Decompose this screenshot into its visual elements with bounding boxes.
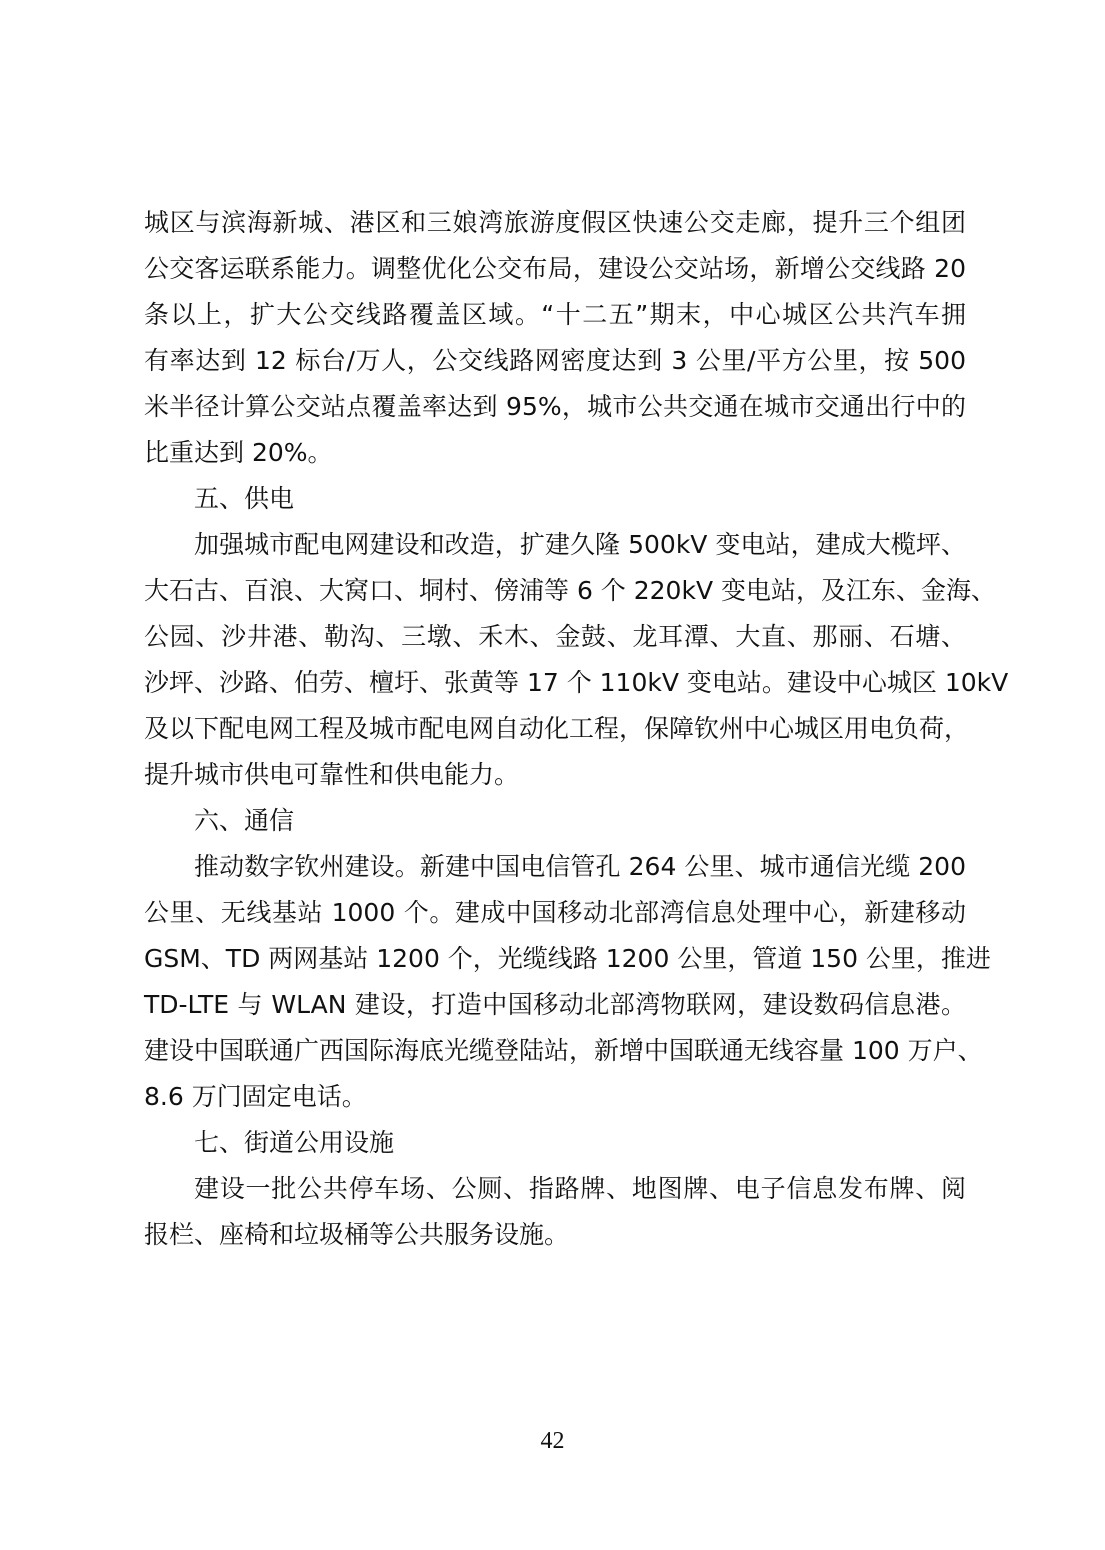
- paragraph-line: 城区与滨海新城、港区和三娘湾旅游度假区快速公交走廊，提升三个组团: [144, 208, 966, 237]
- paragraph-line: 报栏、座椅和垃圾桶等公共服务设施。: [144, 1220, 570, 1249]
- section-heading-street-facilities: 七、街道公用设施: [194, 1128, 395, 1157]
- paragraph-line: 建设一批公共停车场、公厕、指路牌、地图牌、电子信息发布牌、阅: [194, 1174, 966, 1203]
- paragraph-line: 公园、沙井港、勒沟、三墩、禾木、金鼓、龙耳潭、大直、那丽、石塘、: [144, 622, 966, 651]
- paragraph-line: 加强城市配电网建设和改造，扩建久隆 500kV 变电站，建成大榄坪、: [194, 530, 966, 559]
- page-number: 42: [540, 1428, 565, 1454]
- section-heading-power-supply: 五、供电: [194, 484, 295, 513]
- paragraph-line: 条以上，扩大公交线路覆盖区域。“十二五”期末，中心城区公共汽车拥: [144, 300, 966, 329]
- paragraph-line: 米半径计算公交站点覆盖率达到 95%，城市公共交通在城市交通出行中的: [144, 392, 966, 421]
- paragraph-line: 沙坪、沙路、伯劳、檀圩、张黄等 17 个 110kV 变电站。建设中心城区 10kV: [144, 668, 1009, 697]
- paragraph-line: 公里、无线基站 1000 个。建成中国移动北部湾信息处理中心，新建移动: [144, 898, 966, 927]
- paragraph-line: TD-LTE 与 WLAN 建设，打造中国移动北部湾物联网，建设数码信息港。: [144, 990, 966, 1019]
- paragraph-line: 公交客运联系能力。调整优化公交布局，建设公交站场，新增公交线路 20: [144, 254, 966, 283]
- paragraph-line: 大石古、百浪、大窝口、垌村、傍浦等 6 个 220kV 变电站，及江东、金海、: [144, 576, 996, 605]
- paragraph-line: 8.6 万门固定电话。: [144, 1082, 367, 1111]
- paragraph-line: 有率达到 12 标台/万人，公交线路网密度达到 3 公里/平方公里，按 500: [144, 346, 966, 375]
- paragraph-line: 比重达到 20%。: [144, 438, 333, 467]
- document-body: [144, 200, 1009, 1258]
- paragraph-line: GSM、TD 两网基站 1200 个，光缆线路 1200 公里，管道 150 公里，推进: [144, 944, 991, 973]
- paragraph-line: 提升城市供电可靠性和供电能力。: [144, 760, 520, 789]
- paragraph-line: 推动数字钦州建设。新建中国电信管孔 264 公里、城市通信光缆 200: [194, 852, 966, 881]
- section-heading-communications: 六、通信: [194, 806, 295, 835]
- paragraph-line: 及以下配电网工程及城市配电网自动化工程，保障钦州中心城区用电负荷，: [144, 714, 970, 743]
- paragraph-line: 建设中国联通广西国际海底光缆登陆站，新增中国联通无线容量 100 万户、: [144, 1036, 983, 1065]
